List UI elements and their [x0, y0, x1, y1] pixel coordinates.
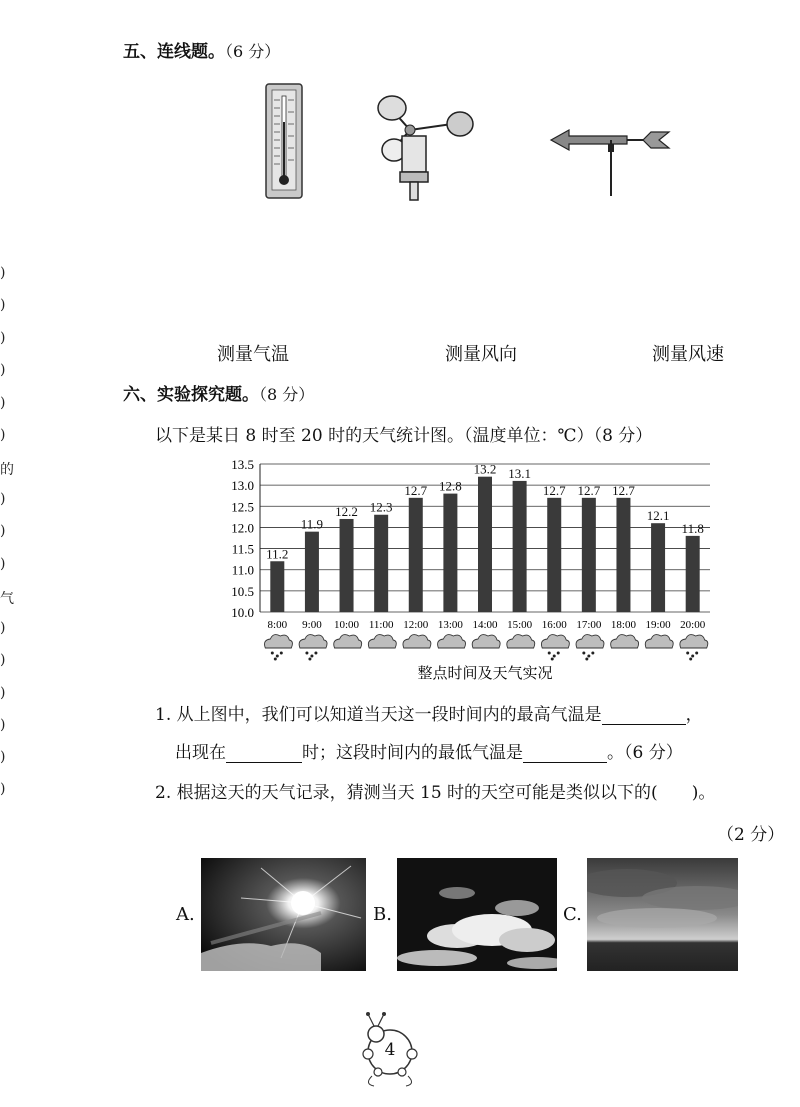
min-temp-blank[interactable] — [523, 746, 607, 763]
label-temperature: 测量气温 — [217, 344, 289, 365]
cloud-icon — [438, 635, 466, 648]
max-temp-blank[interactable] — [602, 708, 686, 725]
bar-value-label: 12.8 — [439, 478, 462, 494]
rain-cloud-icon — [299, 635, 327, 661]
rain-cloud-icon — [576, 635, 604, 661]
margin-mark: ) — [0, 652, 6, 668]
chart-intro: 以下是某日 8 时至 20 时的天气统计图。（温度单位：℃）（8 分） — [155, 426, 653, 446]
margin-mark: ) — [0, 491, 6, 507]
margin-mark: ) — [0, 685, 6, 701]
y-tick-label: 10.0 — [231, 605, 254, 620]
question-2-points: （2 分） — [717, 825, 785, 845]
margin-mark: ) — [0, 717, 6, 733]
bar-value-label: 12.7 — [542, 482, 566, 498]
bar-value-label: 12.7 — [612, 482, 635, 498]
bar-value-label: 12.7 — [577, 482, 601, 498]
rain-cloud-icon — [680, 635, 708, 661]
bar — [513, 481, 527, 612]
cloud-icon — [645, 635, 673, 648]
bar-value-label: 13.1 — [508, 465, 531, 481]
q1-text-e: 。（6 分） — [607, 743, 683, 763]
label-wind-direction: 测量风向 — [445, 344, 517, 365]
y-tick-label: 13.5 — [231, 457, 254, 472]
bar — [270, 561, 284, 612]
x-tick-label: 17:00 — [576, 619, 602, 631]
x-tick-label: 15:00 — [507, 619, 533, 631]
margin-mark: ) — [0, 362, 6, 378]
x-axis-title: 整点时间及天气实况 — [417, 664, 553, 682]
q1-text-b: ， — [685, 705, 703, 725]
x-tick-label: 20:00 — [680, 619, 706, 631]
x-tick-label: 13:00 — [437, 619, 463, 631]
bar — [478, 477, 492, 612]
thermometer-icon — [264, 82, 306, 202]
option-b-label: B. — [373, 904, 392, 925]
margin-mark: 的 — [0, 462, 14, 478]
option-a-label: A. — [176, 904, 195, 925]
bar-value-label: 12.1 — [646, 508, 670, 524]
anemometer-icon — [372, 92, 482, 202]
max-time-blank[interactable] — [226, 746, 302, 763]
section6-points: （8 分） — [259, 385, 315, 404]
q1-text-c: 出现在 — [175, 743, 226, 763]
bar-value-label: 13.2 — [473, 461, 497, 477]
bar-value-label: 12.2 — [335, 503, 358, 519]
x-tick-label: 18:00 — [610, 619, 636, 631]
bar — [409, 498, 423, 612]
margin-mark: ) — [0, 781, 6, 797]
margin-mark: ) — [0, 395, 6, 411]
bar — [443, 494, 457, 612]
bar — [374, 515, 388, 612]
margin-mark: ) — [0, 297, 6, 313]
section5-points: （6 分） — [225, 42, 281, 61]
option-a-sun-photo[interactable] — [201, 858, 366, 971]
rain-cloud-icon — [541, 635, 569, 661]
bar-value-label: 12.3 — [369, 499, 393, 515]
margin-mark: ) — [0, 556, 6, 572]
cloud-icon — [403, 635, 431, 648]
cloud-icon — [368, 635, 396, 648]
x-tick-label: 10:00 — [334, 619, 360, 631]
x-tick-label: 19:00 — [645, 619, 671, 631]
rain-cloud-icon — [264, 635, 292, 661]
option-c-label: C. — [563, 904, 582, 925]
y-tick-label: 13.0 — [231, 478, 254, 494]
bar — [651, 523, 665, 612]
question-1-line-1 — [155, 700, 703, 725]
y-tick-label: 12.5 — [231, 499, 254, 515]
margin-mark: ) — [0, 620, 6, 636]
bar — [340, 519, 354, 612]
question-2: 2. 根据这天的天气记录，猜测当天 15 时的天空可能是类似以下的( )。 — [155, 783, 716, 803]
x-tick-label: 8:00 — [267, 619, 288, 631]
bar — [582, 498, 596, 612]
margin-mark: ) — [0, 330, 6, 346]
section6-title: 六、实验探究题。 — [123, 385, 259, 405]
bar-value-label: 11.2 — [266, 546, 289, 562]
y-tick-label: 11.0 — [231, 562, 254, 578]
cloud-icon — [507, 635, 535, 648]
y-tick-label: 10.5 — [231, 583, 254, 599]
x-tick-label: 9:00 — [302, 619, 322, 631]
x-tick-label: 16:00 — [541, 619, 567, 631]
cloud-icon — [334, 635, 362, 648]
bar-value-label: 11.9 — [300, 516, 324, 532]
section5-title: 五、连线题。 — [123, 42, 225, 62]
option-b-clouds-photo[interactable] — [397, 858, 557, 971]
margin-mark: ) — [0, 265, 6, 281]
margin-mark: ) — [0, 427, 6, 443]
bar — [616, 498, 630, 612]
x-tick-label: 14:00 — [472, 619, 498, 631]
cloud-icon — [611, 635, 639, 648]
q1-text-d: 时；这段时间内的最低气温是 — [302, 743, 523, 763]
section5-heading — [123, 37, 280, 62]
margin-mark: 气 — [0, 591, 14, 607]
margin-mark: ) — [0, 749, 6, 765]
bar — [305, 532, 319, 612]
bar — [547, 498, 561, 612]
section6-heading — [123, 380, 314, 405]
temperature-bar-chart — [210, 452, 720, 684]
question-1-line-2 — [175, 738, 683, 763]
y-tick-label: 11.5 — [231, 541, 254, 557]
cloud-icon — [472, 635, 500, 648]
label-wind-speed: 测量风速 — [652, 344, 724, 365]
x-tick-label: 11:00 — [368, 619, 394, 631]
wind-vane-icon — [547, 124, 677, 199]
page-number: 4 — [384, 1040, 396, 1060]
x-tick-label: 12:00 — [403, 619, 429, 631]
q1-text-a: 1. 从上图中，我们可以知道当天这一段时间内的最高气温是 — [155, 705, 602, 725]
option-c-overcast-photo[interactable] — [587, 858, 738, 971]
margin-mark: ) — [0, 523, 6, 539]
bar — [686, 536, 700, 612]
y-tick-label: 12.0 — [231, 520, 254, 536]
bar-value-label: 12.7 — [404, 482, 428, 498]
bar-value-label: 11.8 — [681, 520, 704, 536]
